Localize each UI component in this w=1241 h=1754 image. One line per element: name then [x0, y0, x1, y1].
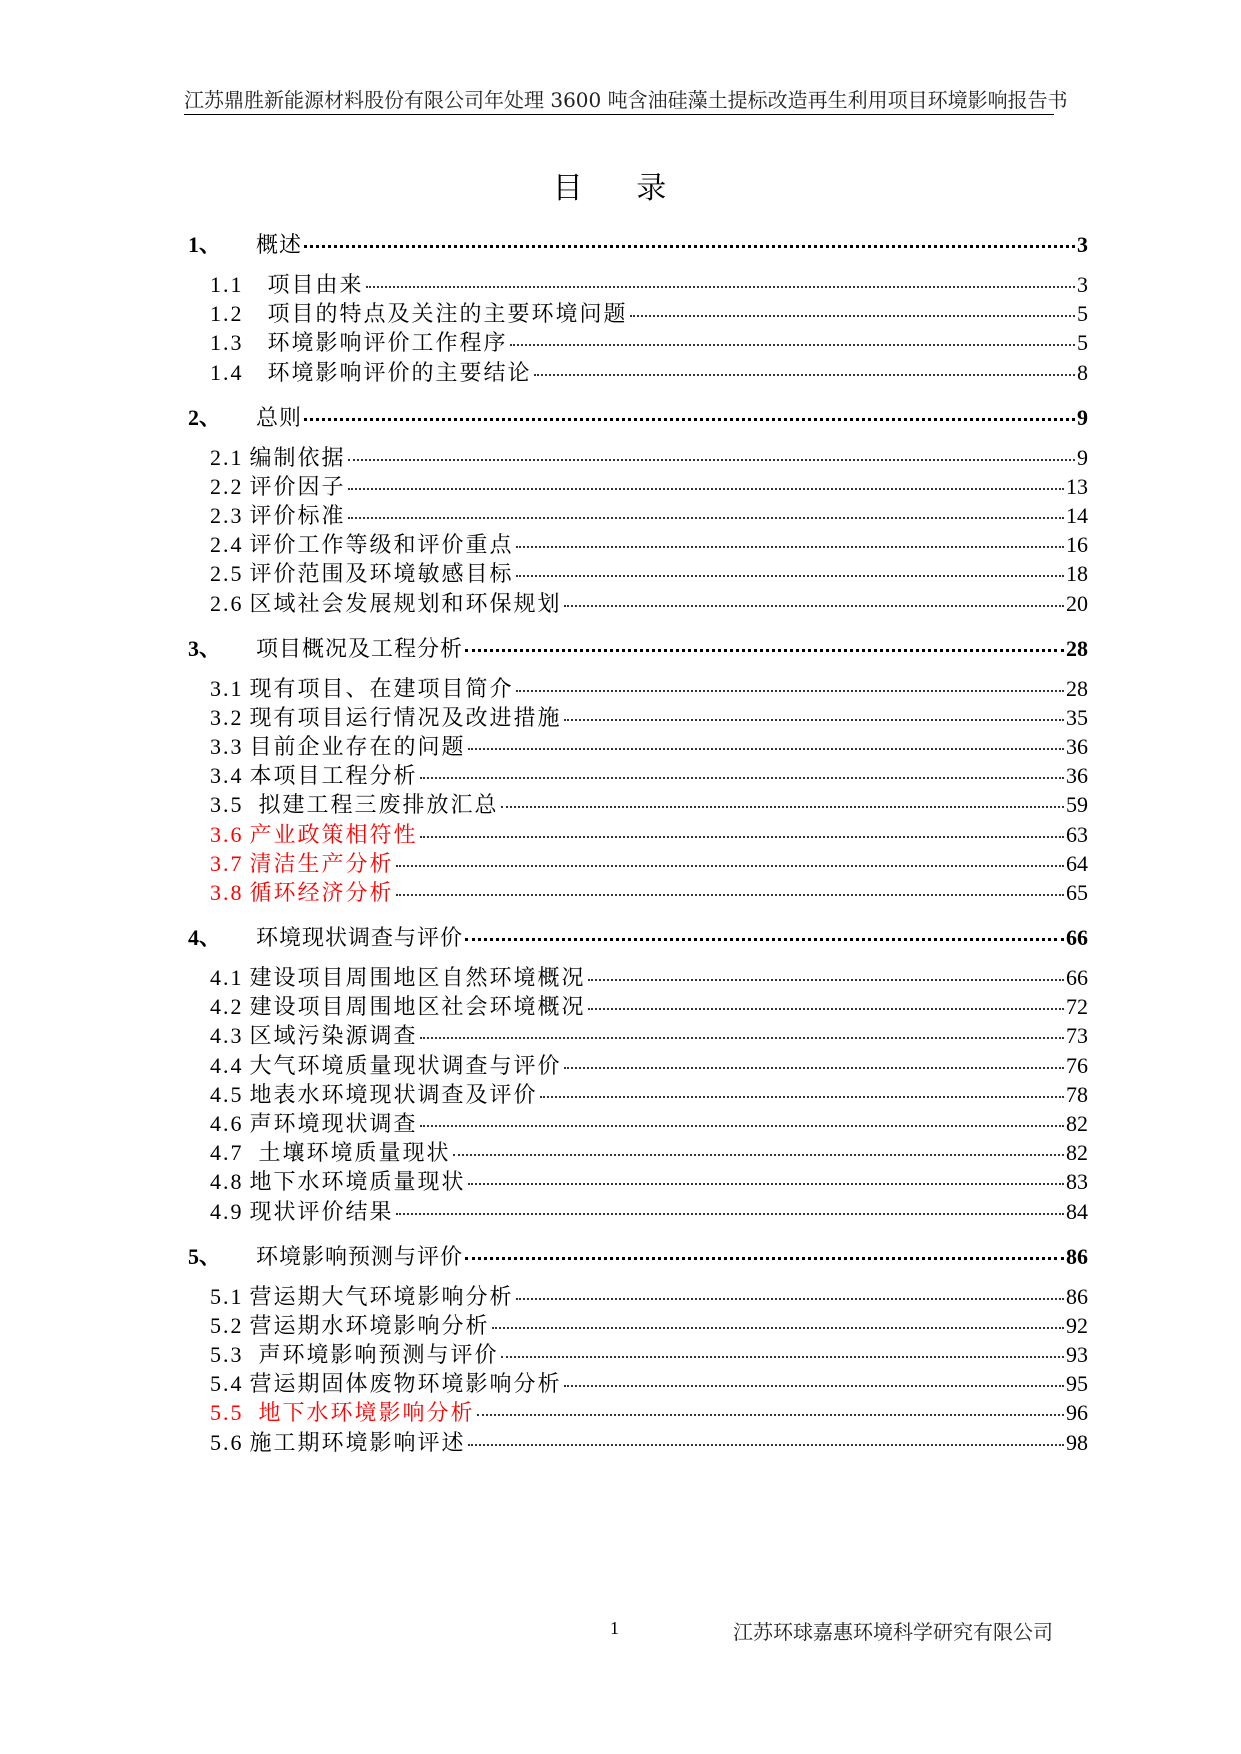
toc-entry-label: 本项目工程分析: [249, 764, 418, 790]
toc-dot-leader: [588, 979, 1064, 981]
toc-dot-leader: [366, 286, 1076, 288]
toc-dot-leader: [420, 777, 1064, 779]
toc-entry-page: 76: [1066, 1052, 1088, 1078]
toc-section-row[interactable]: [210, 818, 1088, 850]
toc-entry-label: 环境现状调查与评价: [256, 926, 464, 951]
toc-entry-number: 3.1: [210, 675, 244, 701]
toc-section-row[interactable]: [210, 1396, 1088, 1428]
toc-dot-leader: [516, 575, 1064, 577]
toc-entry-number: 1.3: [210, 330, 244, 356]
toc-entry-label: 施工期环境影响评述: [249, 1430, 466, 1456]
toc-entry-page: 18: [1066, 561, 1088, 587]
toc-dot-leader: [516, 1298, 1064, 1300]
toc-dot-leader: [396, 894, 1064, 896]
toc-entry-page: 95: [1066, 1371, 1088, 1397]
toc-entry-page: 64: [1066, 850, 1088, 876]
toc-entry-number: 5.3: [210, 1342, 244, 1367]
toc-entry-label: 评价标准: [249, 504, 346, 529]
toc-entry-label: 项目由来: [249, 273, 364, 298]
toc-entry-label: 建设项目周围地区自然环境概况: [249, 966, 586, 991]
toc-entry-number: 1.4: [210, 359, 244, 385]
toc-dot-leader: [468, 748, 1064, 750]
toc-entry-label: 大气环境质量现状调查与评价: [249, 1053, 562, 1079]
toc-entry-page: 84: [1066, 1198, 1088, 1224]
toc-entry-label: 地表水环境现状调查及评价: [249, 1082, 538, 1108]
toc-dot-leader: [564, 1067, 1064, 1069]
toc-entry-number: 5、: [188, 1243, 222, 1269]
toc-entry-page: 5: [1077, 330, 1088, 356]
toc-section-row[interactable]: [210, 587, 1088, 619]
toc-dot-leader: [492, 1327, 1064, 1329]
toc-section-row[interactable]: [210, 1049, 1088, 1081]
toc-section-row[interactable]: [210, 847, 1088, 879]
toc-entry-label: 营运期固体废物环境影响分析: [249, 1372, 562, 1398]
toc-entry-page: 72: [1066, 994, 1088, 1020]
page-header: 江苏鼎胜新能源材料股份有限公司年处理 3600 吨含油硅藻土提标改造再生利用项目环境影响报告书: [184, 88, 1068, 112]
toc-entry-number: 3.6: [210, 821, 244, 847]
toc-entry-page: 66: [1066, 925, 1088, 950]
toc-entry-number: 2.4: [210, 532, 244, 558]
toc-section-row[interactable]: [210, 1195, 1088, 1227]
toc-entry-label: 区域社会发展规划和环保规划: [249, 591, 562, 617]
toc-entry-label: 环境影响评价工作程序: [249, 331, 508, 357]
toc-entry-page: 28: [1066, 675, 1088, 701]
toc-entry-page: 66: [1066, 965, 1088, 990]
toc-dot-leader: [564, 719, 1064, 721]
toc-entry-number: 3.2: [210, 704, 244, 730]
toc-chapter-row[interactable]: [188, 921, 1088, 953]
toc-entry-page: 63: [1066, 821, 1088, 847]
toc-entry-label: 现有项目、在建项目简介: [249, 676, 514, 702]
toc-entry-number: 4.6: [210, 1111, 244, 1136]
toc-entry-label: 环境影响评价的主要结论: [249, 360, 532, 386]
toc-section-row[interactable]: [210, 788, 1088, 820]
toc-chapter-row[interactable]: [188, 632, 1088, 664]
toc-entry-page: 9: [1077, 404, 1088, 430]
toc-entry-label: 循环经济分析: [249, 881, 394, 906]
toc-entry-page: 5: [1077, 301, 1088, 327]
toc-section-row[interactable]: [210, 759, 1088, 791]
toc-entry-label: 现状评价结果: [249, 1199, 394, 1225]
toc-entry-number: 4.1: [210, 965, 244, 990]
toc-entry-label: 建设项目周围地区社会环境概况: [249, 995, 586, 1021]
toc-entry-number: 3.3: [210, 734, 244, 759]
toc-entry-number: 2.2: [210, 473, 244, 499]
toc-entry-page: 82: [1066, 1140, 1088, 1166]
toc-section-row[interactable]: [210, 876, 1088, 908]
toc-chapter-row[interactable]: [188, 401, 1088, 433]
toc-entry-page: 82: [1066, 1111, 1088, 1136]
toc-dot-leader: [465, 1257, 1064, 1260]
toc-entry-number: 4.3: [210, 1023, 244, 1049]
toc-entry-number: 3.4: [210, 763, 244, 789]
toc-dot-leader: [468, 1183, 1064, 1185]
toc-section-row[interactable]: [210, 961, 1088, 993]
toc-dot-leader: [564, 1385, 1064, 1387]
toc-section-row[interactable]: [210, 1165, 1088, 1197]
toc-section-row[interactable]: [210, 1136, 1088, 1168]
toc-entry-label: 营运期水环境影响分析: [249, 1313, 490, 1339]
toc-entry-number: 3.7: [210, 850, 244, 876]
toc-dot-leader: [396, 865, 1064, 867]
toc-entry-number: 3、: [188, 635, 222, 661]
toc-entry-number: 2.5: [210, 561, 244, 587]
toc-entry-number: 5.6: [210, 1429, 244, 1455]
toc-section-row[interactable]: [210, 1367, 1088, 1399]
toc-entry-label: 总则: [256, 405, 303, 431]
toc-dot-leader: [468, 1444, 1064, 1446]
toc-chapter-row[interactable]: [188, 228, 1088, 260]
toc-dot-leader: [420, 836, 1064, 838]
toc-entry-page: 28: [1066, 635, 1088, 661]
toc-entry-page: 73: [1066, 1023, 1088, 1049]
toc-entry-page: 9: [1077, 444, 1088, 470]
toc-dot-leader: [510, 344, 1076, 346]
toc-entry-page: 59: [1066, 792, 1088, 818]
toc-entry-label: 土壤环境质量现状: [249, 1141, 451, 1167]
toc-dot-leader: [588, 1008, 1064, 1010]
toc-entry-label: 地下水环境影响分析: [249, 1401, 475, 1427]
toc-entry-page: 13: [1066, 473, 1088, 499]
toc-section-row[interactable]: [210, 499, 1088, 531]
toc-entry-number: 4.8: [210, 1169, 244, 1195]
toc-entry-label: 评价因子: [249, 474, 346, 500]
toc-dot-leader: [304, 418, 1075, 421]
toc-entry-label: 声环境影响预测与评价: [249, 1343, 499, 1368]
toc-entry-label: 营运期大气环境影响分析: [249, 1284, 514, 1310]
toc-dot-leader: [420, 1037, 1064, 1039]
toc-dot-leader: [564, 605, 1064, 607]
toc-section-row[interactable]: [210, 1107, 1088, 1139]
toc-entry-number: 5.1: [210, 1283, 244, 1309]
toc-chapter-row[interactable]: [188, 1240, 1088, 1272]
toc-entry-page: 20: [1066, 590, 1088, 616]
toc-entry-page: 3: [1077, 232, 1088, 257]
toc-entry-number: 4.4: [210, 1052, 244, 1078]
toc-section-row[interactable]: [210, 1280, 1088, 1312]
toc-entry-page: 36: [1066, 734, 1088, 759]
toc-section-row[interactable]: [210, 326, 1088, 358]
toc-entry-label: 声环境现状调查: [249, 1112, 418, 1137]
toc-entry-page: 83: [1066, 1169, 1088, 1195]
toc-entry-page: 14: [1066, 503, 1088, 528]
toc-entry-page: 96: [1066, 1400, 1088, 1426]
toc-section-row[interactable]: [210, 528, 1088, 560]
toc-entry-label: 产业政策相符性: [249, 822, 418, 848]
toc-entry-label: 清洁生产分析: [249, 851, 394, 877]
toc-entry-page: 8: [1077, 359, 1088, 385]
footer-company: 江苏环球嘉惠环境科学研究有限公司: [733, 1620, 1053, 1644]
toc-dot-leader: [304, 245, 1075, 248]
toc-dot-leader: [420, 1125, 1064, 1127]
toc-entry-number: 3.5: [210, 792, 244, 818]
toc-entry-label: 拟建工程三废排放汇总: [249, 793, 499, 819]
toc-section-row[interactable]: [210, 356, 1088, 388]
toc-dot-leader: [534, 374, 1076, 376]
toc-entry-label: 项目概况及工程分析: [256, 636, 464, 662]
toc-entry-page: 35: [1066, 704, 1088, 730]
toc-entry-label: 区域污染源调查: [249, 1024, 418, 1050]
toc-title: 目 录: [552, 171, 689, 206]
header-rule: [184, 114, 1054, 115]
toc-entry-number: 4.2: [210, 994, 244, 1020]
toc-dot-leader: [348, 488, 1064, 490]
toc-entry-number: 2.1: [210, 444, 244, 470]
toc-entry-page: 86: [1066, 1283, 1088, 1309]
toc-dot-leader: [501, 1356, 1065, 1358]
toc-entry-number: 5.4: [210, 1371, 244, 1397]
toc-entry-number: 4.9: [210, 1198, 244, 1224]
toc-section-row[interactable]: [210, 297, 1088, 329]
toc-section-row[interactable]: [210, 1078, 1088, 1110]
toc-section-row[interactable]: [210, 1426, 1088, 1458]
toc-dot-leader: [348, 459, 1075, 461]
toc-entry-number: 2.6: [210, 590, 244, 616]
toc-entry-number: 5.2: [210, 1312, 244, 1338]
toc-entry-page: 78: [1066, 1081, 1088, 1107]
toc-dot-leader: [453, 1154, 1065, 1156]
toc-entry-number: 4.5: [210, 1081, 244, 1107]
toc-entry-page: 3: [1077, 272, 1088, 297]
toc-entry-number: 2、: [188, 404, 222, 430]
toc-entry-page: 92: [1066, 1312, 1088, 1338]
toc-section-row[interactable]: [210, 268, 1088, 300]
toc-section-row[interactable]: [210, 730, 1088, 762]
toc-entry-label: 环境影响预测与评价: [256, 1244, 464, 1270]
toc-section-row[interactable]: [210, 1019, 1088, 1051]
toc-dot-leader: [516, 690, 1064, 692]
toc-section-row[interactable]: [210, 672, 1088, 704]
toc-section-row[interactable]: [210, 701, 1088, 733]
toc-entry-page: 93: [1066, 1342, 1088, 1367]
toc-section-row[interactable]: [210, 557, 1088, 589]
toc-entry-label: 项目的特点及关注的主要环境问题: [249, 302, 628, 328]
toc-dot-leader: [465, 649, 1064, 652]
toc-entry-number: 4.7: [210, 1140, 244, 1166]
footer-page-number: 1: [610, 1618, 619, 1638]
toc-section-row[interactable]: [210, 1309, 1088, 1341]
toc-section-row[interactable]: [210, 441, 1088, 473]
toc-dot-leader: [540, 1096, 1064, 1098]
toc-section-row[interactable]: [210, 470, 1088, 502]
toc-entry-label: 编制依据: [249, 445, 346, 471]
toc-entry-label: 概述: [256, 233, 303, 258]
toc-dot-leader: [516, 546, 1064, 548]
toc-dot-leader: [501, 806, 1065, 808]
toc-entry-number: 3.8: [210, 880, 244, 905]
toc-entry-page: 16: [1066, 532, 1088, 558]
toc-entry-page: 86: [1066, 1243, 1088, 1269]
toc-dot-leader: [630, 315, 1076, 317]
toc-dot-leader: [477, 1414, 1065, 1416]
toc-entry-label: 评价工作等级和评价重点: [249, 533, 514, 559]
toc-entry-label: 地下水环境质量现状: [249, 1170, 466, 1196]
toc-dot-leader: [348, 517, 1064, 519]
toc-entry-number: 1、: [188, 232, 222, 257]
toc-entry-page: 36: [1066, 763, 1088, 789]
toc-entry-label: 评价范围及环境敏感目标: [249, 562, 514, 588]
toc-entry-label: 目前企业存在的问题: [249, 735, 466, 760]
toc-section-row[interactable]: [210, 990, 1088, 1022]
toc-entry-number: 1.2: [210, 301, 244, 327]
toc-section-row[interactable]: [210, 1338, 1088, 1370]
toc-entry-number: 1.1: [210, 272, 244, 297]
toc-entry-page: 65: [1066, 880, 1088, 905]
toc-entry-number: 5.5: [210, 1400, 244, 1426]
toc-dot-leader: [465, 938, 1064, 941]
toc-entry-number: 4、: [188, 925, 222, 950]
toc-entry-number: 2.3: [210, 503, 244, 528]
toc-entry-page: 98: [1066, 1429, 1088, 1455]
toc-dot-leader: [396, 1213, 1064, 1215]
toc-entry-label: 现有项目运行情况及改进措施: [249, 705, 562, 731]
